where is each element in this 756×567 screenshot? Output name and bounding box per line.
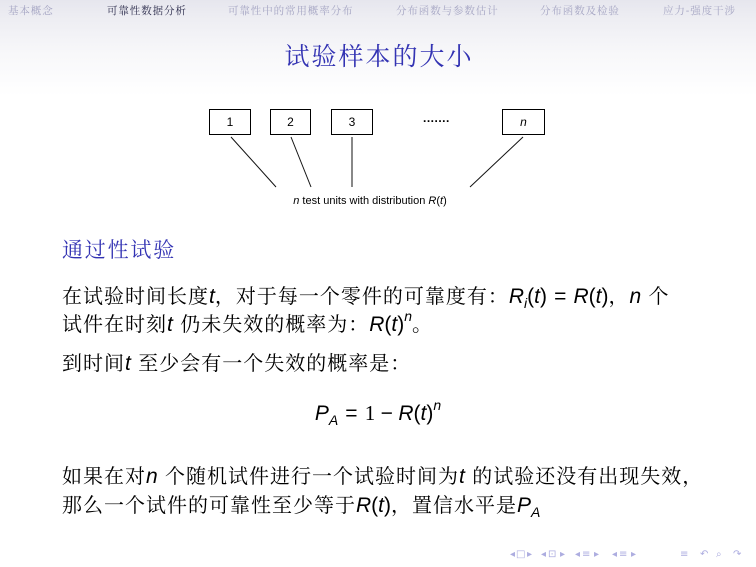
frame-title: 试验样本的大小 (284, 42, 474, 71)
next-subsection-icon[interactable] (594, 548, 599, 562)
unit-box-3: 3 (331, 109, 373, 135)
math-variable: t (459, 465, 465, 488)
math-variable: n (146, 465, 158, 488)
text-run: 仍未失效的概率为： (172, 312, 370, 336)
unit-box-1: 1 (209, 109, 251, 135)
math-variable: P (314, 402, 329, 425)
prev-frame-icon[interactable] (541, 548, 546, 562)
slide-icon[interactable] (516, 548, 525, 562)
math-equals: = (554, 285, 567, 308)
text-run: ， (608, 284, 630, 308)
text-run: ，置信水平是 (391, 493, 518, 517)
math-symbol: ( (371, 494, 379, 517)
math-symbol: ( (527, 285, 535, 308)
math-variable: R (398, 402, 414, 425)
math-minus: − (380, 402, 393, 425)
subsection-icon[interactable] (582, 548, 590, 562)
math-variable: R (508, 285, 525, 308)
math-variable: t (167, 313, 173, 336)
nav-section-common-distributions[interactable]: 可靠性中的常用概率分布 (228, 5, 354, 17)
math-variable: t (534, 285, 540, 308)
paragraph-3-line-2 (62, 491, 540, 526)
back-icon[interactable] (700, 548, 708, 562)
diagram-caption (220, 194, 520, 211)
math-variable: n (293, 195, 300, 207)
text-run: 至少会有一个失效的概率是： (130, 351, 412, 375)
text-run: 。 (412, 312, 434, 336)
math-variable: t (595, 285, 602, 308)
math-symbol: ) (601, 285, 609, 308)
text-run: 的试验还没有出现失效， (464, 464, 704, 488)
math-variable: R (369, 313, 385, 336)
math-number: 1 (364, 401, 376, 425)
search-icon[interactable] (716, 548, 722, 562)
math-symbol: ) (397, 313, 405, 336)
text-run: 如果在对 (62, 464, 146, 488)
math-subscript: i (524, 295, 528, 311)
document-icon[interactable] (680, 548, 688, 562)
math-variable: t (440, 195, 444, 207)
math-subscript: A (328, 412, 339, 428)
connector-line-2 (291, 137, 311, 187)
math-superscript: n (433, 397, 442, 413)
text-run: 个 (641, 284, 670, 308)
next-section-icon[interactable] (631, 548, 636, 562)
connector-line-1 (231, 137, 276, 187)
section-icon[interactable] (619, 548, 627, 562)
display-formula (0, 399, 756, 434)
math-variable: n (629, 285, 642, 308)
nav-section-stress-strength[interactable]: 应力-强度干涉 (663, 5, 736, 17)
next-slide-icon[interactable] (527, 548, 532, 562)
nav-section-basic-concepts[interactable]: 基本概念 (8, 5, 54, 17)
math-symbol: ) (384, 494, 392, 517)
text-run: 试件在时刻 (62, 312, 167, 336)
text-run: 到时间 (62, 351, 125, 375)
text-run: 那么一个试件的可靠性至少等于 (62, 493, 356, 517)
forward-icon[interactable] (733, 548, 741, 562)
math-variable: t (391, 313, 398, 336)
math-variable: t (125, 352, 131, 375)
nav-section-parameter-estimation[interactable]: 分布函数与参数估计 (396, 5, 499, 17)
math-symbol: ) (443, 195, 447, 207)
math-symbol: ( (588, 285, 596, 308)
math-variable: R (428, 195, 437, 207)
math-symbol: ) (539, 285, 547, 308)
text-run: 个随机试件进行一个试验时间为 (157, 464, 460, 488)
math-variable: t (378, 494, 385, 517)
prev-section-icon[interactable] (612, 548, 617, 562)
math-symbol: ( (413, 402, 421, 425)
math-variable: P (517, 494, 532, 517)
math-symbol: ) (426, 402, 434, 425)
unit-box-n: n (502, 109, 545, 135)
next-frame-icon[interactable] (560, 548, 565, 562)
caption-text: test units with distribution (299, 195, 429, 207)
text-run: 在试验时间长度 (62, 284, 209, 308)
connector-line-n (470, 137, 523, 187)
math-subscript: A (531, 504, 541, 520)
math-symbol: ( (436, 195, 441, 207)
prev-subsection-icon[interactable] (575, 548, 580, 562)
paragraph-2-line-1 (62, 349, 411, 384)
nav-section-reliability-data-analysis[interactable]: 可靠性数据分析 (107, 5, 187, 17)
unit-box-2: 2 (270, 109, 311, 135)
block-title: 通过性试验 (62, 238, 176, 262)
math-symbol: ( (384, 313, 392, 336)
paragraph-1-line-2 (62, 310, 433, 345)
frame-icon[interactable] (548, 548, 556, 562)
diagram-ellipsis: ....... (423, 111, 450, 125)
text-run: ，对于每一个零件的可靠度有： (214, 284, 509, 308)
prev-slide-icon[interactable] (510, 548, 515, 562)
math-variable: R (573, 285, 589, 308)
math-variable: t (209, 285, 215, 308)
math-variable: t (420, 402, 427, 425)
math-variable: R (356, 494, 372, 517)
math-equals: = (345, 402, 358, 425)
math-superscript: n (404, 308, 413, 324)
nav-section-distribution-tests[interactable]: 分布函数及检验 (540, 5, 620, 17)
section-navigation-bar (0, 0, 756, 22)
